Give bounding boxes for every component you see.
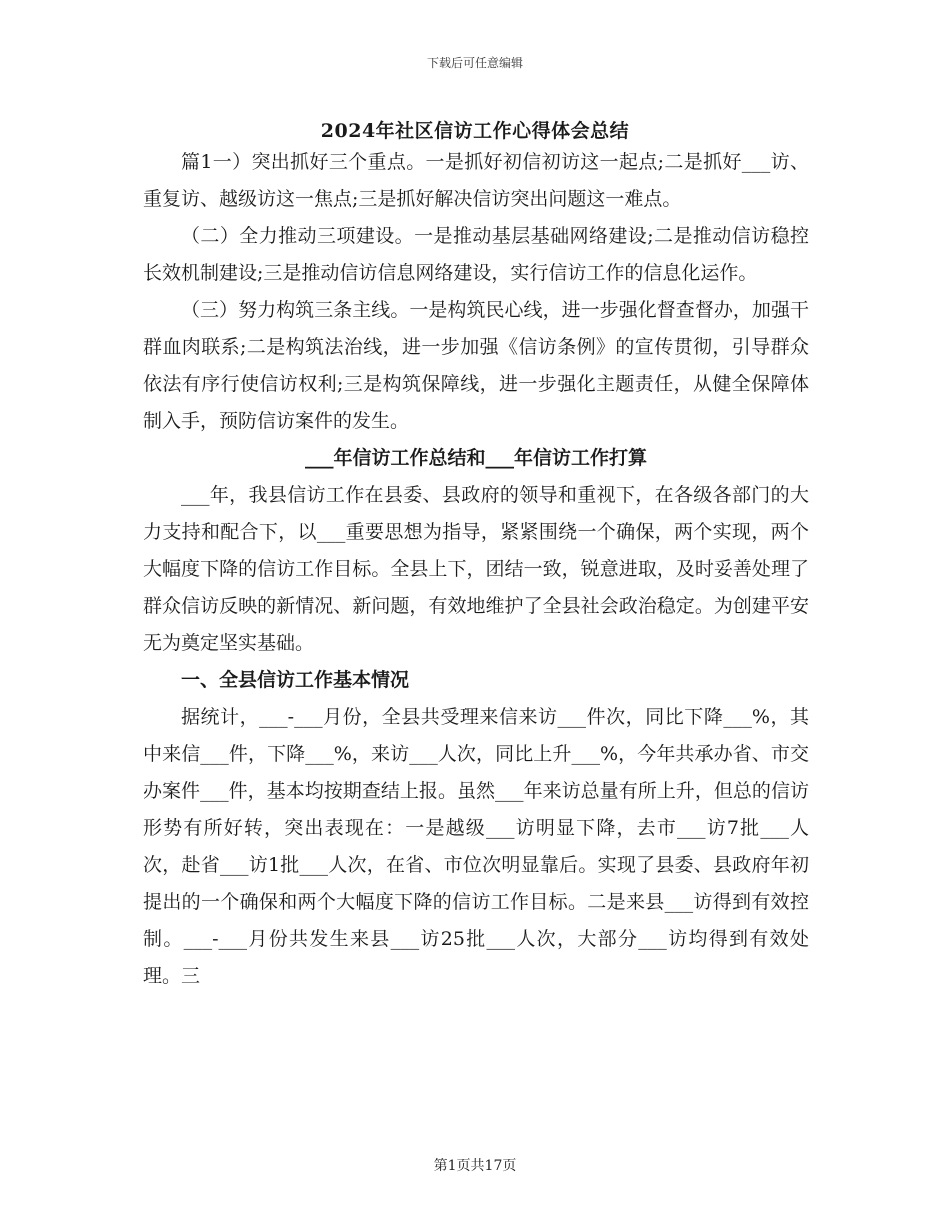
- paragraph-statistics: 据统计，___-___月份，全县共受理来信来访___件次，同比下降___%，其中来信___件，下降___%，来访___人次，同比上升___%，今年共承办省、市交办案件___件，基本均按期查结上报。虽然___年来访总量有所上升，但总的信访形势有所好转，突出表现在：一是越级___访明显下降，去市___访7批___人次，赴省___访1批___人次，在省、市位次明显靠后。实现了县委、县政府年初提出的一个确保和两个大幅度下降的信访工作目标。二是来县___访得到有效控制。___-___月份共发生来县___访25批___人次，大部分___访均得到有效处理。三: [143, 706, 809, 987]
- page-number: 第1页共17页: [433, 1158, 517, 1174]
- paragraph-three-constructions: （二）全力推动三项建设。一是推动基层基础网络建设;二是推动信访稳控长效机制建设;三是推动信访信息网络建设，实行信访工作的信息化运作。: [143, 225, 809, 284]
- header-note: 下载后可任意编辑: [426, 56, 523, 70]
- paragraph-three-main-lines: （三）努力构筑三条主线。一是构筑民心线，进一步强化督查督办，加强干群血肉联系;二是构筑法治线，进一步加强《信访条例》的宣传贯彻，引导群众依法有序行使信访权利;三是构筑保障线，进一步强化主题责任，从健全保障体制入手，预防信访案件的发生。: [143, 299, 809, 432]
- paragraph-key-points: 篇1一）突出抓好三个重点。一是抓好初信初访这一起点;二是抓好___访、重复访、越级访这一焦点;三是抓好解决信访突出问题这一难点。: [143, 151, 809, 210]
- document-title: 2024年社区信访工作心得体会总结: [320, 120, 630, 142]
- report-subheading: ___年信访工作总结和___年信访工作打算: [304, 447, 647, 469]
- document-body: [143, 144, 809, 995]
- section-heading-basic-situation: 一、全县信访工作基本情况: [181, 669, 410, 691]
- paragraph-introduction: ___年，我县信访工作在县委、县政府的领导和重视下，在各级各部门的大力支持和配合下，以___重要思想为指导，紧紧围绕一个确保，两个实现，两个大幅度下降的信访工作目标。全县上下，团结一致，锐意进取，及时妥善处理了群众信访反映的新情况、新问题，有效地维护了全县社会政治稳定。为创建平安无为奠定坚实基础。: [143, 484, 809, 654]
